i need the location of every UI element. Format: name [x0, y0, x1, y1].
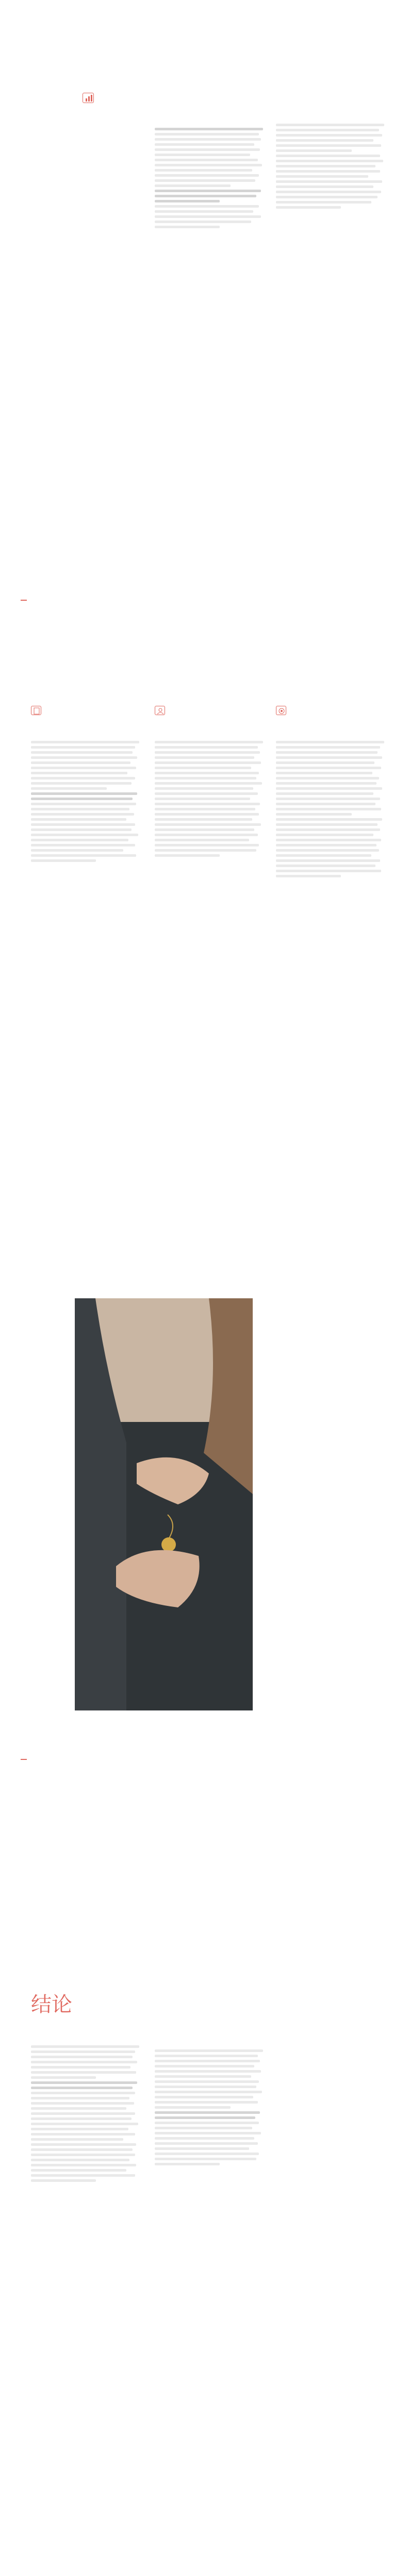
- column-body-lines: [276, 124, 384, 209]
- section-heading: 结论: [31, 1993, 72, 2016]
- column-body-lines: [155, 128, 263, 228]
- section-icon: [83, 93, 94, 103]
- page-footer: [21, 598, 30, 602]
- column-2: [155, 2045, 263, 2168]
- column-body-lines: [276, 741, 384, 877]
- icon-1: [31, 706, 41, 715]
- column-1: [31, 2045, 139, 2184]
- chart-icon: [83, 93, 94, 104]
- page-footer-photo: [21, 1757, 30, 1761]
- target-icon: [276, 706, 287, 716]
- column-2: [276, 124, 384, 211]
- column-body-lines: [31, 741, 139, 862]
- column-1: [155, 124, 263, 231]
- document-icon: [31, 706, 42, 716]
- icon-2: [155, 706, 165, 715]
- people-icon: [155, 706, 166, 716]
- icon-3: [276, 706, 286, 715]
- photo-hands-necklace: [75, 1298, 253, 1710]
- column-1: [31, 737, 139, 865]
- column-body-lines: [155, 741, 263, 857]
- column-2: [155, 737, 263, 859]
- column-3: [276, 737, 384, 880]
- photo-image: [75, 1298, 253, 1710]
- column-body-lines: [31, 2045, 139, 2182]
- column-body-lines: [155, 2049, 263, 2165]
